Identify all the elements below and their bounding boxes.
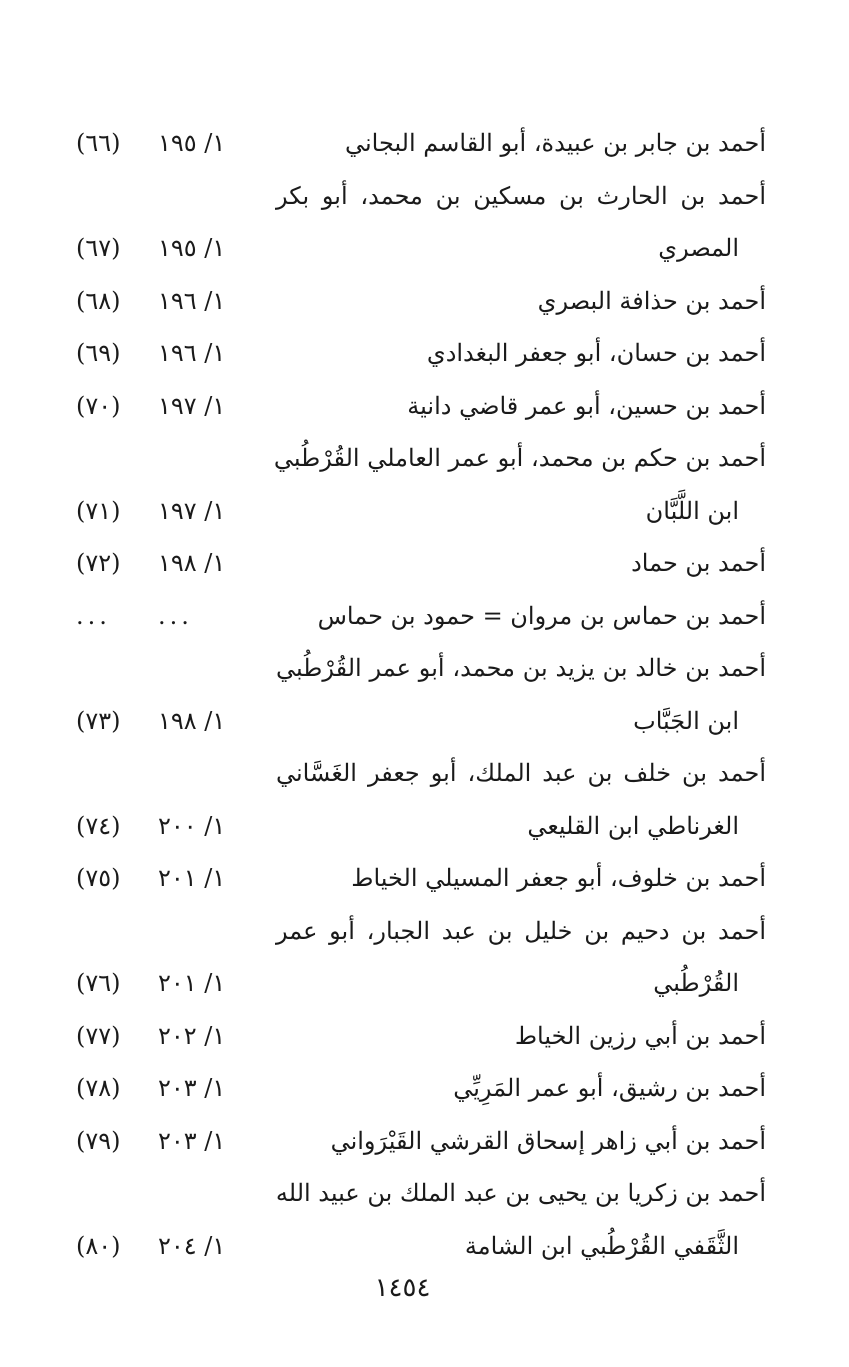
index-entry — [0, 1064, 849, 1117]
entry-volume-page: ١/ ٢٠١ — [158, 969, 226, 997]
entry-name: ابن الجَبَّاب — [633, 706, 739, 735]
index-entry — [0, 907, 849, 960]
entry-volume-page: ١/ ١٩٨ — [158, 706, 226, 735]
index-entry — [0, 697, 849, 750]
index-entry — [0, 959, 849, 1012]
entry-name: أحمد بن جابر بن عبيدة، أبو القاسم البجاني — [344, 129, 766, 157]
entry-name: الغرناطي ابن القليعي — [527, 811, 739, 840]
index-entry — [0, 1012, 849, 1065]
entry-number: (٦٧) — [76, 234, 121, 262]
index-entry — [0, 802, 849, 855]
entry-name: أحمد بن زكريا بن يحيى بن عبد الملك بن عبيد الله — [275, 1179, 766, 1207]
entry-number: (٧٨) — [76, 1074, 121, 1102]
entry-number: ... — [76, 601, 111, 630]
entry-name: أحمد بن الحارث بن مسكين بن محمد، أبو بكر — [276, 181, 766, 210]
entry-volume-page: ١/ ١٩٦ — [158, 339, 226, 367]
entry-name: أحمد بن أبي رزين الخياط — [514, 1021, 766, 1050]
index-entry — [0, 749, 849, 802]
entry-name: أحمد بن حذافة البصري — [537, 286, 766, 315]
entry-number: (٧٤) — [76, 811, 121, 840]
index-entry — [0, 434, 849, 487]
entry-volume-page: ١/ ٢٠٣ — [158, 1074, 226, 1102]
index-entry — [0, 1222, 849, 1275]
entry-volume-page: ... — [158, 601, 193, 630]
entry-number: (٧١) — [76, 496, 121, 525]
entry-number: (٧٩) — [76, 1126, 121, 1155]
entry-name: أحمد بن أبي زاهر إسحاق القرشي القَيْرَواني — [330, 1126, 766, 1155]
entry-number: (٧٧) — [76, 1021, 121, 1050]
index-entry — [0, 592, 849, 645]
index-entries — [0, 119, 849, 1274]
entry-name: أحمد بن حسان، أبو جعفر البغدادي — [426, 339, 766, 367]
index-entry — [0, 487, 849, 540]
entry-number: (٧٣) — [76, 706, 121, 735]
entry-volume-page: ١/ ٢٠٤ — [158, 1231, 226, 1260]
entry-name: أحمد بن حماس بن مروان = حمود بن حماس — [317, 601, 766, 630]
index-entry — [0, 539, 849, 592]
entry-name: ابن اللَّبَّان — [645, 496, 739, 525]
page-number: ١٤٥٤ — [374, 1273, 431, 1303]
index-entry — [0, 277, 849, 330]
entry-volume-page: ١/ ٢٠٠ — [158, 811, 226, 840]
entry-number: (٧٦) — [76, 969, 121, 997]
entry-volume-page: ١/ ٢٠٢ — [158, 1021, 226, 1050]
index-entry — [0, 119, 849, 172]
entry-number: (٦٨) — [76, 286, 121, 315]
index-entry — [0, 854, 849, 907]
entry-volume-page: ١/ ١٩٥ — [158, 129, 226, 157]
entry-number: (٦٩) — [76, 339, 121, 367]
index-entry — [0, 172, 849, 225]
entry-volume-page: ١/ ١٩٥ — [158, 234, 226, 262]
index-entry — [0, 382, 849, 435]
entry-volume-page: ١/ ٢٠٣ — [158, 1126, 226, 1155]
entry-name: أحمد بن حماد — [631, 549, 766, 577]
entry-volume-page: ١/ ١٩٦ — [158, 286, 226, 315]
index-entry — [0, 644, 849, 697]
entry-volume-page: ١/ ١٩٨ — [158, 549, 226, 577]
entry-volume-page: ١/ ١٩٧ — [158, 496, 226, 525]
entry-name: أحمد بن خلف بن عبد الملك، أبو جعفر الغَسَّاني — [276, 759, 766, 787]
entry-volume-page: ١/ ٢٠١ — [158, 864, 226, 892]
entry-name: أحمد بن خالد بن يزيد بن محمد، أبو عمر القُرْطُبي — [276, 654, 766, 682]
index-entry — [0, 1169, 849, 1222]
entry-name: الثَّقَفي القُرْطُبي ابن الشامة — [464, 1231, 739, 1260]
entry-name: المصري — [658, 234, 739, 262]
index-entry — [0, 1117, 849, 1170]
entry-number: (٧٠) — [76, 391, 121, 420]
entry-name: أحمد بن رشيق، أبو عمر المَرِيِّي — [453, 1074, 766, 1102]
entry-number: (٨٠) — [76, 1231, 121, 1260]
entry-name: القُرْطُبي — [653, 969, 739, 997]
index-entry — [0, 329, 849, 382]
entry-number: (٦٦) — [76, 129, 121, 157]
entry-name: أحمد بن حسين، أبو عمر قاضي دانية — [407, 391, 766, 420]
entry-name: أحمد بن خلوف، أبو جعفر المسيلي الخياط — [351, 864, 766, 892]
entry-name: أحمد بن دحيم بن خليل بن عبد الجبار، أبو عمر — [276, 916, 766, 945]
entry-volume-page: ١/ ١٩٧ — [158, 391, 226, 420]
entry-number: (٧٥) — [76, 864, 121, 892]
entry-name: أحمد بن حكم بن محمد، أبو عمر العاملي القُرْطُبي — [273, 444, 766, 472]
entry-number: (٧٢) — [76, 549, 121, 577]
index-entry — [0, 224, 849, 277]
